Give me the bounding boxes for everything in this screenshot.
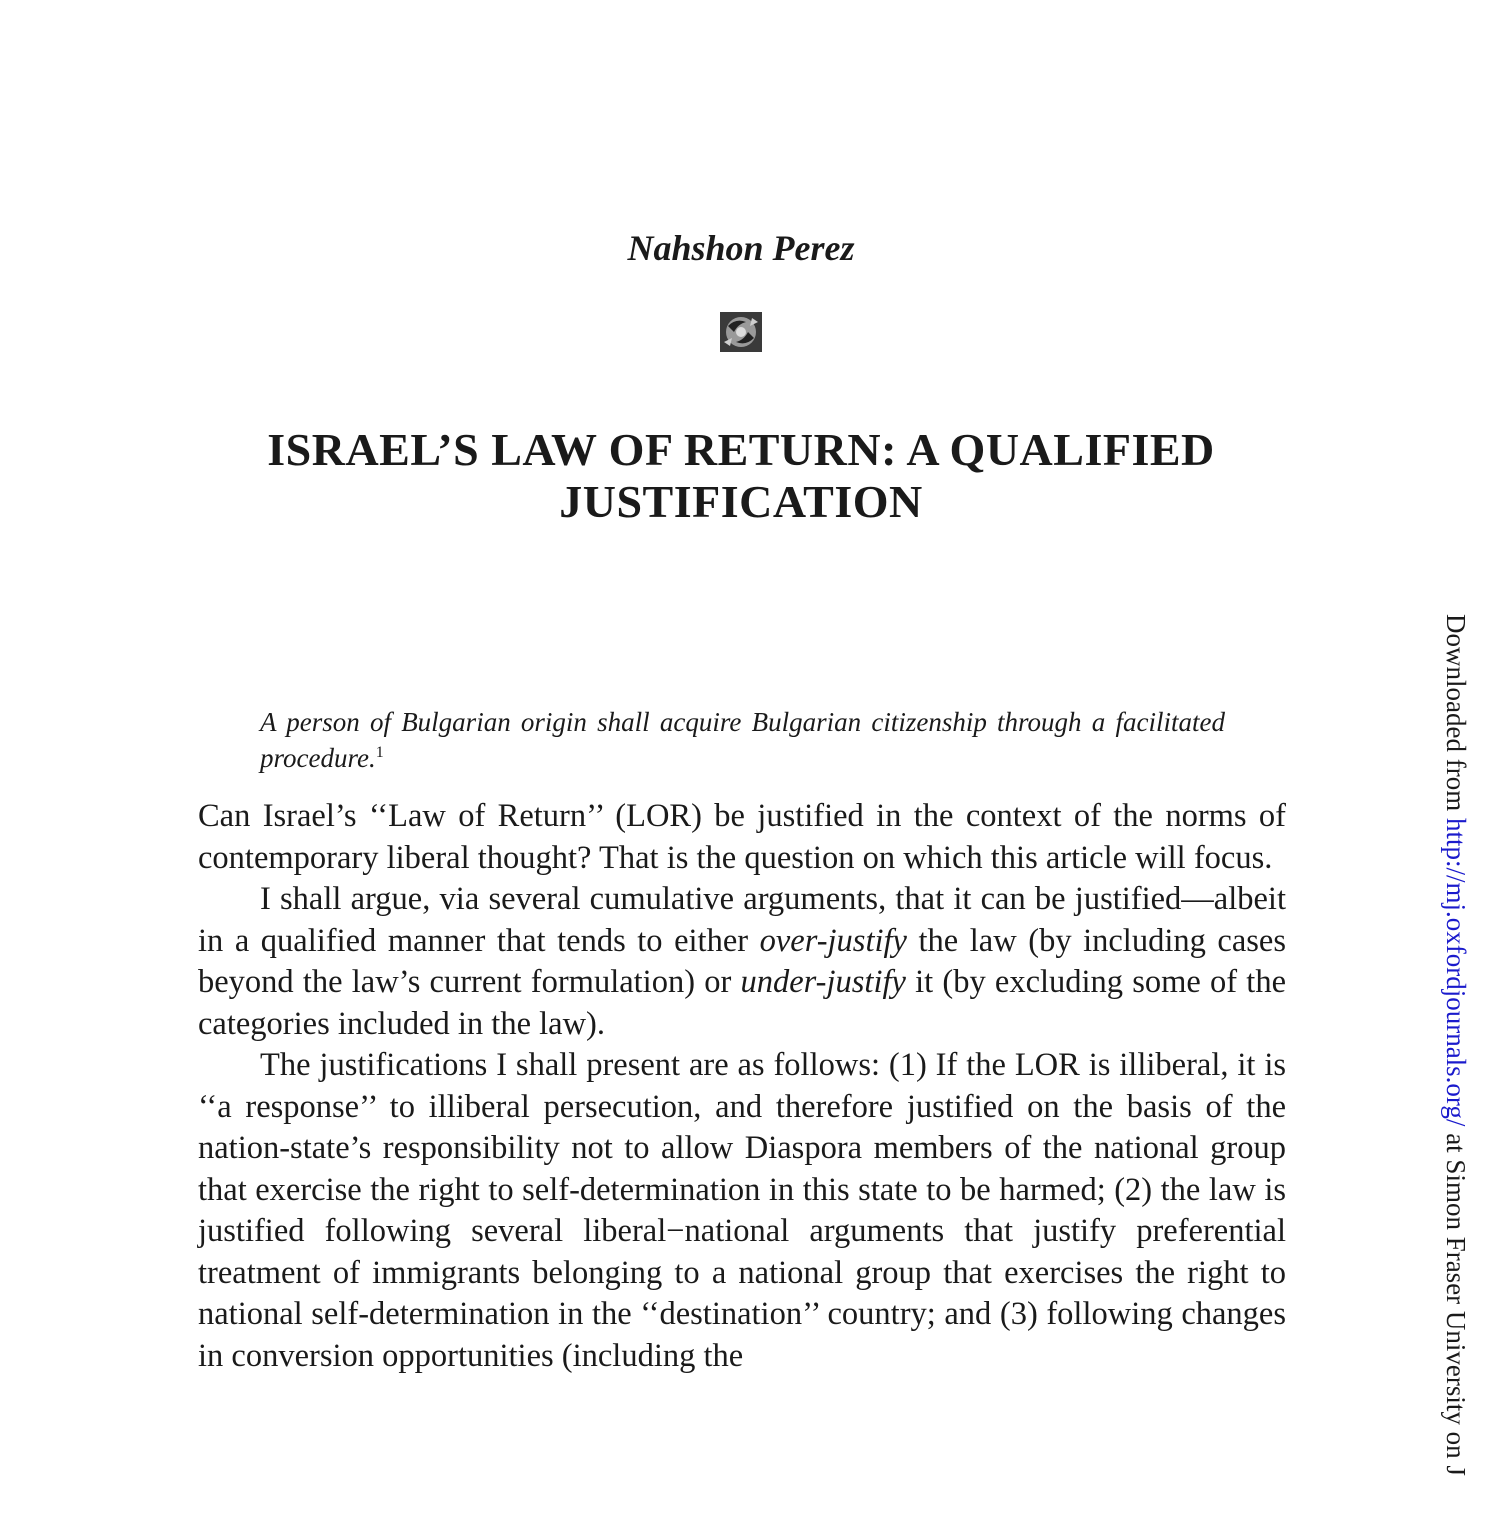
footnote-marker[interactable]: 1 xyxy=(375,744,384,761)
journal-emblem-icon xyxy=(720,312,762,352)
title-line-1: ISRAEL’S LAW OF RETURN: A QUALIFIED xyxy=(267,424,1215,475)
author-name: Nahshon Perez xyxy=(627,228,855,268)
paragraph-2-part-2: the law (by including cases beyond the law’s current formulation) or xyxy=(198,922,1286,1000)
paragraph-1: Can Israel’s ‘‘Law of Return’’ (LOR) be justified in the context of the norms of contemporary liberal thought? That is the question on which this article will focus. xyxy=(198,798,1286,876)
paragraph-2-part-3: it (by excluding some of the categories included in the law). xyxy=(198,964,1287,1042)
body-text xyxy=(198,796,1286,1377)
title-line-2: JUSTIFICATION xyxy=(559,476,923,527)
margin-note-prefix: Downloaded from xyxy=(1441,614,1471,818)
paragraph-2 xyxy=(198,879,1286,1045)
source-link[interactable]: http://mj.oxfordjournals.org/ xyxy=(1441,817,1471,1127)
download-margin-note xyxy=(1436,614,1476,1514)
emphasis-under-justify: under-justify xyxy=(740,964,906,1000)
margin-note-suffix: at Simon Fraser University on J xyxy=(1441,1126,1471,1476)
paragraph-2-part-1: I shall argue, via several cumulative arguments, that it can be justified—albeit in a qualified manner that tends to either xyxy=(198,881,1286,959)
epigraph xyxy=(260,704,1225,776)
paragraph-3: The justifications I shall present are as follows: (1) If the LOR is illiberal, it is ‘‘a response’’ to illiberal persecution, and therefore justified on the basis of the nation-state’s responsibility not to allow Diaspora members of the national group that exercise the right to self-determination in this state to be harmed; (2) the law is justified following several liberal−national arguments that justify preferential treatment of immigrants belonging to a national group that exercises the right to national self-determination in the ‘‘destination’’ country; and (3) following changes in conversion opportunities (including the xyxy=(198,1047,1286,1374)
emphasis-over-justify: over-justify xyxy=(759,922,907,959)
article-title xyxy=(190,424,1292,528)
epigraph-text: A person of Bulgarian origin shall acquire Bulgarian citizenship through a facilitated procedure. xyxy=(260,707,1225,773)
